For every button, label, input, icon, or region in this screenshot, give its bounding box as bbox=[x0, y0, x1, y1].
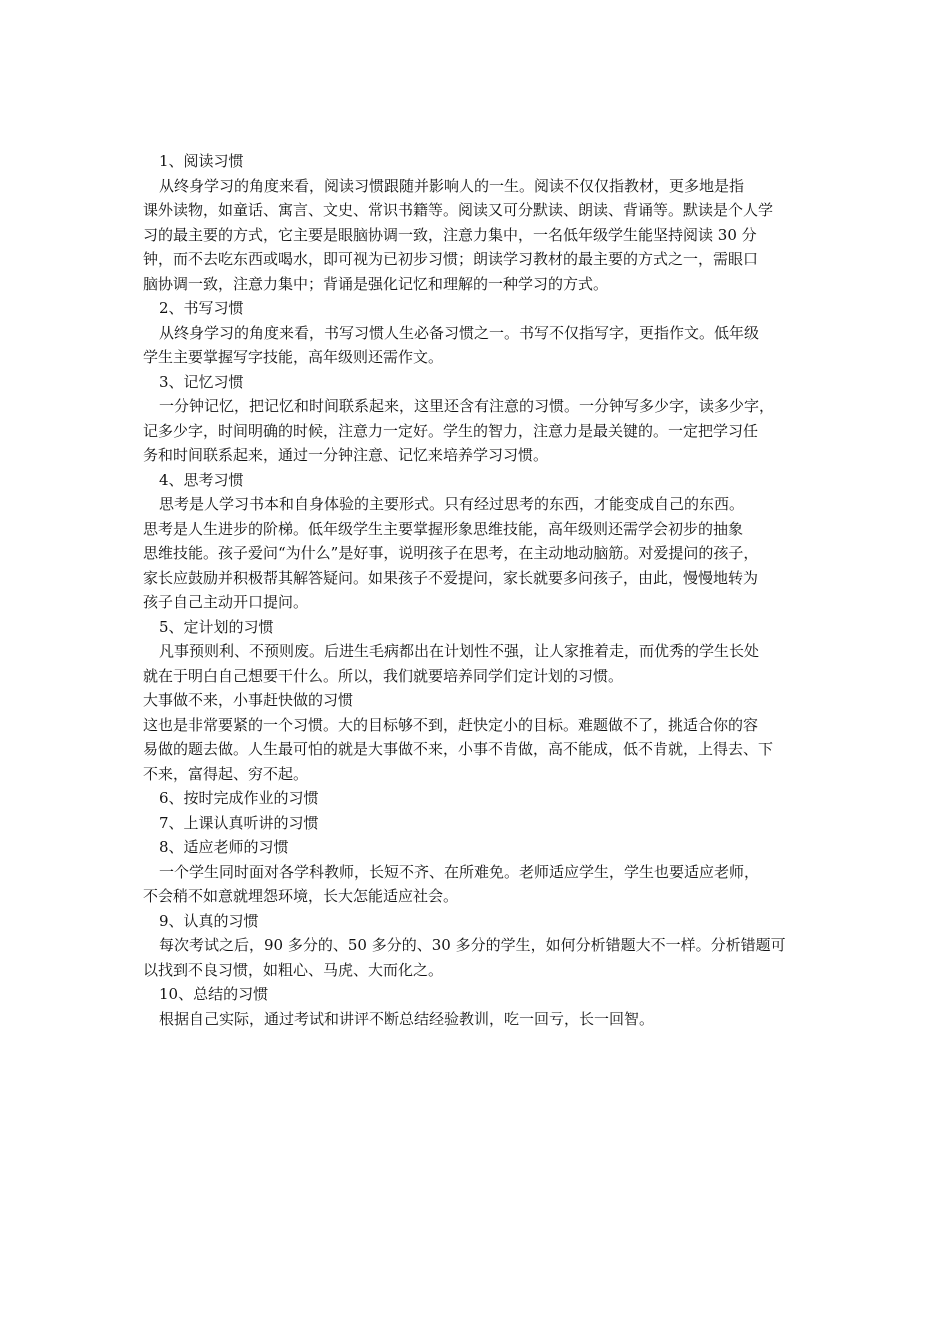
text-line: 凡事预则利、不预则废。后进生毛病都出在计划性不强，让人家推着走，而优秀的学生长处 bbox=[159, 642, 760, 660]
text-line: 脑协调一致，注意力集中；背诵是强化记忆和理解的一种学习的方式。 bbox=[143, 274, 609, 293]
text-line: 不会稍不如意就埋怨环境，长大怎能适应社会。 bbox=[143, 887, 459, 905]
document-body bbox=[143, 149, 813, 1031]
text-line: 每次考试之后，90 多分的、50 多分的、30 多分的学生，如何分析错题大不一样。分析错题可 bbox=[159, 936, 786, 954]
text-line: 钟，而不去吃东西或喝水，即可视为已初步习惯；朗读学习教材的最主要的方式之一，需眼口 bbox=[143, 250, 759, 268]
text-line: 大事做不来，小事赶快做的习惯 bbox=[143, 691, 354, 709]
text-line: 这也是非常要紧的一个习惯。大的目标够不到，赶快定小的目标。难题做不了，挑适合你的容 bbox=[143, 715, 759, 734]
text-line: 学生主要掌握写字技能，高年级则还需作文。 bbox=[143, 348, 444, 366]
text-line: 从终身学习的角度来看，书写习惯人生必备习惯之一。书写不仅指写字，更指作文。低年级 bbox=[159, 323, 760, 342]
text-line: 思维技能。孩子爱问“为什么”是好事，说明孩子在思考，在主动地动脑筋。对爱提问的孩子， bbox=[143, 544, 759, 562]
text-line: 9、认真的习惯 bbox=[159, 911, 259, 930]
text-line: 1、阅读习惯 bbox=[159, 152, 244, 170]
text-line: 8、适应老师的习惯 bbox=[159, 838, 289, 856]
text-line: 5、定计划的习惯 bbox=[159, 617, 274, 636]
text-line: 7、上课认真听讲的习惯 bbox=[159, 813, 319, 832]
text-line: 课外读物，如童话、寓言、文史、常识书籍等。阅读又可分默读、朗读、背诵等。默读是个人学 bbox=[143, 201, 774, 219]
text-line: 4、思考习惯 bbox=[159, 470, 244, 489]
text-line: 一个学生同时面对各学科教师，长短不齐、在所难免。老师适应学生，学生也要适应老师， bbox=[159, 862, 760, 881]
text-line: 思考是人学习书本和自身体验的主要形式。只有经过思考的东西，才能变成自己的东西。 bbox=[159, 495, 745, 513]
text-line: 思考是人生进步的阶梯。低年级学生主要掌握形象思维技能，高年级则还需学会初步的抽象 bbox=[143, 519, 744, 538]
text-line: 以找到不良习惯，如粗心、马虎、大而化之。 bbox=[143, 960, 444, 979]
text-line: 6、按时完成作业的习惯 bbox=[159, 789, 319, 807]
text-line: 2、书写习惯 bbox=[159, 299, 244, 317]
text-line: 一分钟记忆，把记忆和时间联系起来，这里还含有注意的习惯。一分钟写多少字，读多少字， bbox=[159, 397, 775, 415]
text-line: 从终身学习的角度来看，阅读习惯跟随并影响人的一生。阅读不仅仅指教材，更多地是指 bbox=[159, 176, 745, 195]
text-line: 10、总结的习惯 bbox=[159, 985, 269, 1003]
text-line: 务和时间联系起来，通过一分钟注意、记忆来培养学习习惯。 bbox=[143, 446, 549, 464]
text-line: 易做的题去做。人生最可怕的就是大事做不来，小事不肯做，高不能成，低不肯就，上得去、下 bbox=[143, 740, 774, 758]
text-line: 家长应鼓励并积极帮其解答疑问。如果孩子不爱提问，家长就要多问孩子，由此，慢慢地转为 bbox=[143, 568, 759, 587]
text-line: 习的最主要的方式，它主要是眼脑协调一致，注意力集中，一名低年级学生能坚持阅读 30 分 bbox=[143, 225, 757, 244]
text-line: 孩子自己主动开口提问。 bbox=[143, 593, 309, 611]
text-line: 3、记忆习惯 bbox=[159, 372, 244, 391]
text-line: 不来，富得起、穷不起。 bbox=[143, 764, 309, 783]
text-line: 记多少字，时间明确的时候，注意力一定好。学生的智力，注意力是最关键的。一定把学习任 bbox=[143, 421, 759, 440]
text-line: 就在于明白自己想要干什么。所以，我们就要培养同学们定计划的习惯。 bbox=[143, 666, 624, 685]
text-line: 根据自己实际，通过考试和讲评不断总结经验教训，吃一回亏，长一回智。 bbox=[159, 1009, 655, 1028]
